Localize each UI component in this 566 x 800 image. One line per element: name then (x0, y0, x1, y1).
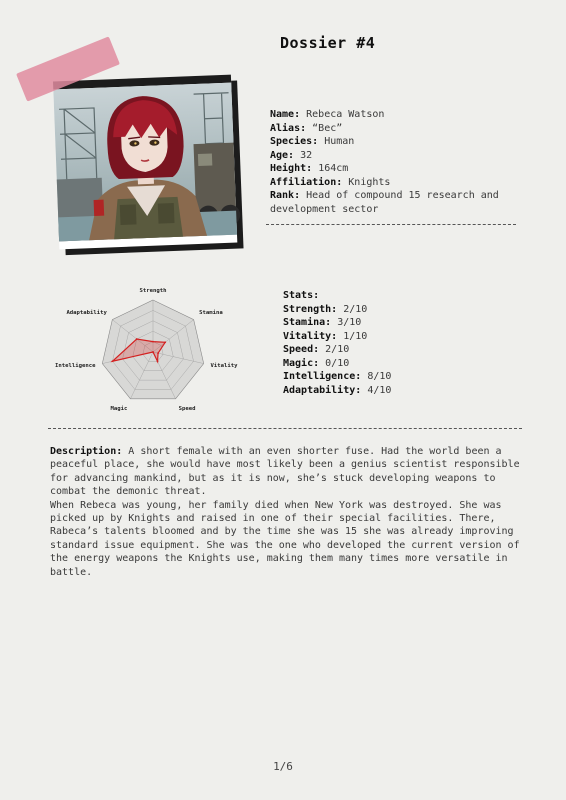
divider-middle (48, 428, 522, 429)
radar-axis-label: Magic (110, 406, 128, 413)
description-text-1: A short female with an even shorter fuse. Had the world been a peaceful place, she would have most likely been a genius scientist responsible for advancing mankind, but as it is now, she’s stuck developing weapons to combat the demonic threat. (50, 446, 520, 498)
description-section (50, 445, 522, 579)
stats-heading: Stats: (283, 290, 320, 301)
radar-data-point (152, 341, 154, 343)
stats-radar-chart (50, 283, 238, 413)
stat-label: Adaptability: (283, 384, 362, 396)
radar-data-point (152, 351, 154, 353)
affiliation-row (270, 176, 530, 190)
alias-label: Alias: (270, 122, 307, 134)
radar-data-point (164, 341, 166, 343)
stat-row (283, 330, 483, 344)
stat-value: 1/10 (343, 330, 368, 342)
name-row (270, 108, 530, 122)
description-label: Description: (50, 446, 123, 457)
height-label: Height: (270, 163, 313, 174)
stat-value: 2/10 (343, 303, 368, 315)
affiliation-value: Knights (348, 176, 391, 188)
radar-axis-label: Vitality (210, 363, 238, 370)
stat-row (283, 316, 483, 330)
radar-axis-label: Speed (178, 406, 196, 413)
radar-axis-label: Stamina (199, 310, 223, 317)
age-row (270, 149, 530, 163)
alias-row (270, 122, 530, 136)
stat-value: 4/10 (367, 384, 392, 396)
age-value: 32 (300, 149, 313, 161)
radar-axis-label: Strength (139, 288, 167, 294)
rank-row (270, 189, 530, 216)
name-value: Rebeca Watson (306, 109, 385, 120)
stat-label: Vitality: (283, 330, 338, 342)
species-row (270, 135, 530, 149)
radar-data-point (112, 360, 114, 362)
description-paragraph-2: When Rebeca was young, her family died when New York was destroyed. She was picked up by Knights and raised in one of their special facilities. There, Rabeca’s talents bloomed and by the time she was 15 she was already improving standard issue equipment. She was the one who developed the current version of the energy weapons the Knights use, making them many times more versatile in battle. (50, 499, 520, 578)
portrait-photo (53, 75, 239, 242)
stat-row (283, 357, 483, 371)
stat-row (283, 370, 483, 384)
age-label: Age: (270, 149, 295, 161)
stats-list (283, 289, 483, 397)
name-label: Name: (270, 109, 301, 120)
stat-row (283, 343, 483, 357)
stat-value: 8/10 (367, 371, 392, 382)
stat-value: 0/10 (325, 357, 350, 369)
stat-row (283, 384, 483, 398)
height-value: 164cm (318, 163, 349, 174)
profile-info (270, 108, 530, 216)
stat-row (283, 303, 483, 317)
divider-top (266, 224, 516, 225)
stat-label: Intelligence: (283, 371, 362, 382)
stat-label: Magic: (283, 357, 320, 369)
description-paragraph-1 (50, 445, 522, 499)
radar-axis-label: Intelligence (55, 363, 96, 370)
height-row (270, 162, 530, 176)
radar-data-point (136, 338, 138, 340)
affiliation-label: Affiliation: (270, 176, 343, 188)
stat-label: Stamina: (283, 317, 332, 328)
stat-label: Speed: (283, 344, 320, 355)
rank-label: Rank: (270, 190, 301, 201)
radar-data-point (157, 360, 159, 362)
species-value: Human (324, 136, 355, 147)
radar-data-point (157, 352, 159, 354)
page-number: 1/6 (273, 760, 293, 773)
portrait-frame (53, 75, 237, 250)
alias-value: “Bec” (312, 122, 343, 134)
radar-axis-label: Adaptability (66, 310, 107, 317)
species-label: Species: (270, 136, 319, 147)
page-title: Dossier #4 (280, 34, 376, 52)
stat-value: 3/10 (337, 317, 362, 328)
rank-value: Head of compound 15 research and development sector (270, 190, 499, 215)
portrait-illustration (53, 83, 237, 242)
stat-label: Strength: (283, 303, 338, 315)
stat-value: 2/10 (325, 344, 350, 355)
